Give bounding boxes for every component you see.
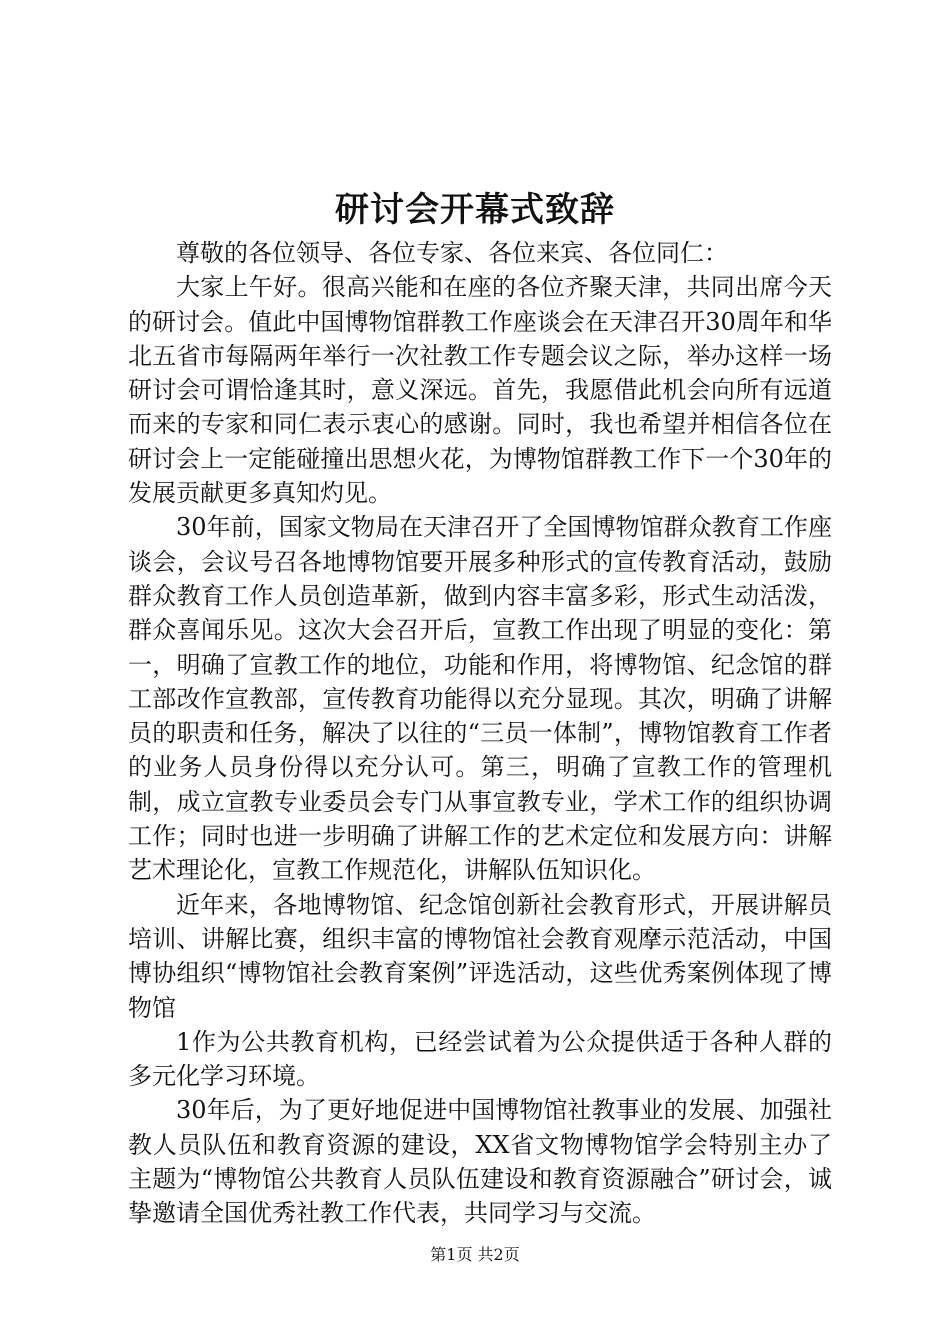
page-footer (0, 1243, 950, 1267)
body-paragraph: 30年前，国家文物局在天津召开了全国博物馆群众教育工作座谈会，会议号召各地博物馆要开展多种形式的宣传教育活动，鼓励群众教育工作人员创造革新，做到内容丰富多彩，形式生动活泼，群众喜闻乐见。这次大会召开后，宣教工作出现了明显的变化：第一，明确了宣教工作的地位，功能和作用，将博物馆、纪念馆的群工部改作宣教部，宣传教育功能得以充分显现。其次，明确了讲解员的职责和任务，解决了以往的“三员一体制”，博物馆教育工作者的业务人员身份得以充分认可。第三，明确了宣教工作的管理机制，成立宣教专业委员会专门从事宣教专业，学术工作的组织协调工作；同时也进一步明确了讲解工作的艺术定位和发展方向：讲解艺术理论化，宣教工作规范化，讲解队伍知识化。 (128, 513, 832, 885)
salutation-paragraph: 尊敬的各位领导、各位专家、各位来宾、各位同仁： (176, 239, 728, 267)
body-paragraph: 30年后，为了更好地促进中国博物馆社教事业的发展、加强社教人员队伍和教育资源的建设，XX省文物博物馆学会特别主办了主题为“博物馆公共教育人员队伍建设和教育资源融合”研讨会，诚挚邀请全国优秀社教工作代表，共同学习与交流。 (128, 1096, 832, 1228)
document-body (128, 236, 832, 1231)
body-paragraph: 1作为公共教育机构，已经尝试着为公众提供适于各种人群的多元化学习环境。 (128, 1027, 832, 1091)
page-title: 研讨会开幕式致辞 (335, 190, 615, 230)
body-paragraph: 大家上午好。很高兴能和在座的各位齐聚天津，共同出席今天的研讨会。值此中国博物馆群教工作座谈会在天津召开30周年和华北五省市每隔两年举行一次社教工作专题会议之际，举办这样一场研讨会可谓恰逢其时，意义深远。首先，我愿借此机会向所有远道而来的专家和同仁表示衷心的感谢。同时，我也希望并相信各位在研讨会上一定能碰撞出思想火花，为博物馆群教工作下一个30年的发展贡献更多真知灼见。 (128, 273, 832, 508)
page-total: 共2页 (477, 1245, 520, 1264)
body-paragraph: 近年来，各地博物馆、纪念馆创新社会教育形式，开展讲解员培训、讲解比赛，组织丰富的博物馆社会教育观摩示范活动，中国博协组织“博物馆社会教育案例”评选活动，这些优秀案例体现了博物馆 (128, 890, 832, 1022)
page-number: 第1页 (430, 1245, 473, 1264)
